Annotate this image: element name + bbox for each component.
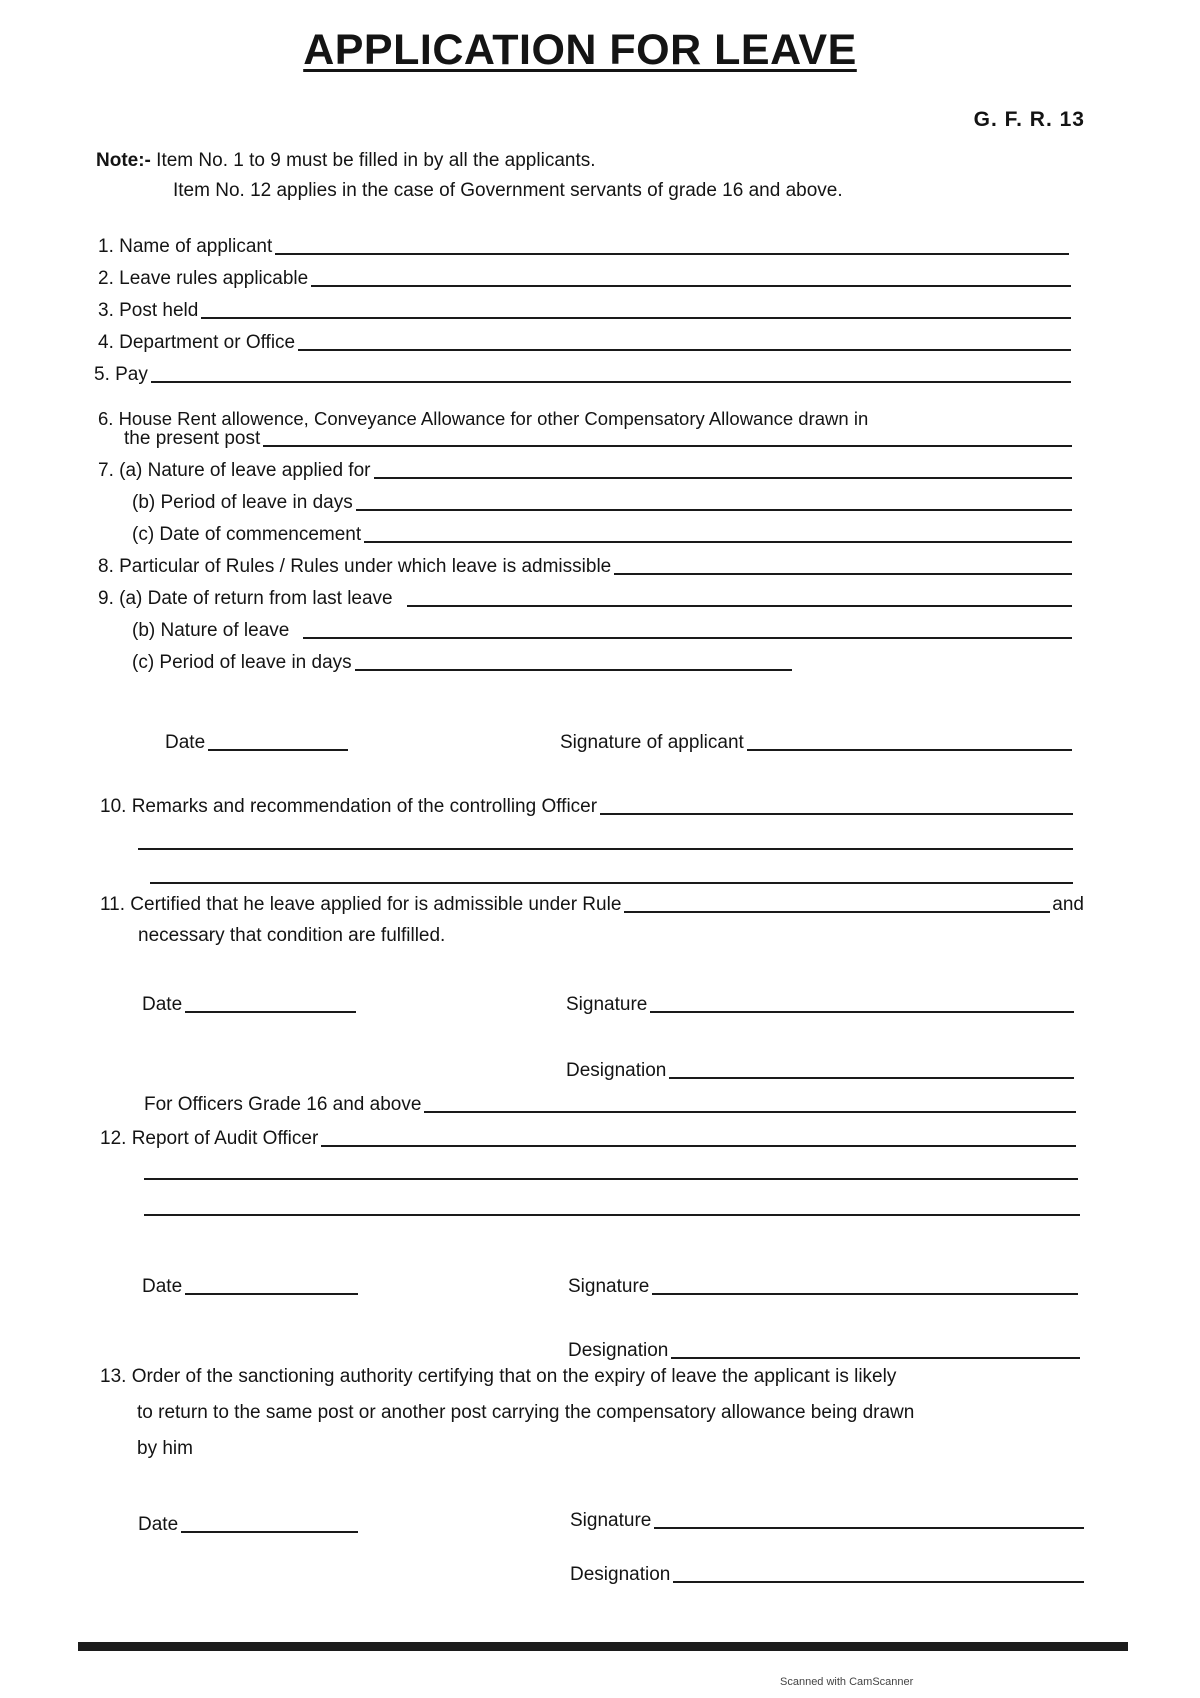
fill-line[interactable] (600, 813, 1073, 815)
field-label: 12. Report of Audit Officer (100, 1128, 319, 1149)
field-label: (c) Date of commencement (132, 524, 362, 545)
form-title: APPLICATION FOR LEAVE (303, 26, 857, 74)
page-bottom-bar (78, 1642, 1128, 1651)
scanner-watermark: Scanned with CamScanner (780, 1676, 914, 1688)
fill-line[interactable] (673, 1581, 1084, 1583)
field-last-period-of-leave[interactable] (132, 648, 792, 674)
designation-label: Designation (570, 1564, 671, 1585)
fill-line[interactable] (614, 573, 1072, 575)
note-prefix: Note:- (96, 150, 151, 171)
item13-signature-field[interactable] (570, 1506, 1084, 1532)
date-label: Date (142, 994, 183, 1015)
item11-signature-field[interactable] (566, 990, 1074, 1016)
field-grade-16-officers[interactable] (144, 1090, 1076, 1116)
field-department[interactable] (98, 328, 1071, 354)
item11-designation-field[interactable] (566, 1056, 1074, 1082)
field-post-held[interactable] (98, 296, 1071, 322)
remarks-line-3[interactable] (150, 882, 1073, 884)
field-label: (b) Nature of leave (132, 620, 290, 641)
fill-line[interactable] (356, 509, 1072, 511)
note-line-2: Item No. 12 applies in the case of Government servants of grade 16 and above. (173, 180, 843, 201)
field-label: 10. Remarks and recommendation of the controlling Officer (100, 796, 598, 817)
fill-line[interactable] (303, 637, 1072, 639)
field-leave-rules[interactable] (98, 264, 1071, 290)
field-nature-of-leave[interactable] (98, 456, 1072, 482)
fill-line[interactable] (424, 1111, 1076, 1113)
item12-signature-field[interactable] (568, 1272, 1078, 1298)
field-certified-rule[interactable] (100, 890, 1084, 916)
field-label: 3. Post held (98, 300, 199, 321)
field-label: 2. Leave rules applicable (98, 268, 309, 289)
field-label: 11. Certified that he leave applied for is admissible under Rule (100, 894, 622, 915)
item13-date-field[interactable] (138, 1510, 358, 1536)
field-label: 8. Particular of Rules / Rules under which leave is admissible (98, 556, 612, 577)
field-period-of-leave[interactable] (132, 488, 1072, 514)
applicant-date-field[interactable] (165, 728, 348, 754)
audit-report-line-3[interactable] (144, 1214, 1080, 1216)
field-label: 5. Pay (94, 364, 148, 385)
field-date-of-commencement[interactable] (132, 520, 1072, 546)
date-label: Date (165, 732, 206, 753)
fill-line[interactable] (275, 253, 1069, 255)
fill-line[interactable] (185, 1293, 358, 1295)
field-last-nature-of-leave[interactable] (132, 616, 1072, 642)
field-rules-admissible[interactable] (98, 552, 1072, 578)
note-text-1: Item No. 1 to 9 must be filled in by all the applicants. (156, 150, 596, 171)
field-name-of-applicant[interactable] (98, 232, 1069, 258)
fill-line[interactable] (669, 1077, 1074, 1079)
item13-designation-field[interactable] (570, 1560, 1084, 1586)
fill-line[interactable] (650, 1011, 1074, 1013)
fill-line[interactable] (374, 477, 1073, 479)
order-text-line-3: by him (137, 1438, 193, 1459)
field-label: the present post (124, 428, 261, 449)
field-pay[interactable] (94, 360, 1071, 386)
fill-line[interactable] (652, 1293, 1078, 1295)
item11-date-field[interactable] (142, 990, 356, 1016)
field-controlling-officer-remarks[interactable] (100, 792, 1073, 818)
applicant-signature-field[interactable] (560, 728, 1072, 754)
date-label: Date (142, 1276, 183, 1297)
fill-line[interactable] (355, 669, 792, 671)
fill-line[interactable] (311, 285, 1071, 287)
fill-line[interactable] (181, 1531, 358, 1533)
fill-line[interactable] (407, 605, 1072, 607)
signature-label: Signature (570, 1510, 652, 1531)
remarks-line-2[interactable] (138, 848, 1073, 850)
field-trail-and: and (1052, 894, 1084, 915)
fill-line[interactable] (364, 541, 1072, 543)
signature-label: Signature (568, 1276, 650, 1297)
certified-conditions-text: necessary that condition are fulfilled. (138, 925, 446, 946)
note-line-1 (96, 150, 596, 172)
fill-line[interactable] (298, 349, 1071, 351)
fill-line[interactable] (263, 445, 1072, 447)
signature-label: Signature of applicant (560, 732, 744, 753)
field-label: 1. Name of applicant (98, 236, 273, 257)
fill-line[interactable] (151, 381, 1071, 383)
fill-line[interactable] (747, 749, 1072, 751)
field-label: (c) Period of leave in days (132, 652, 352, 673)
order-text-line-2: to return to the same post or another post carrying the compensatory allowance being drawn (137, 1402, 915, 1423)
field-label: 4. Department or Office (98, 332, 296, 353)
item12-date-field[interactable] (142, 1272, 358, 1298)
order-text-line-1: 13. Order of the sanctioning authority certifying that on the expiry of leave the applicant is likely (100, 1366, 897, 1387)
field-label: 9. (a) Date of return from last leave (98, 588, 393, 609)
field-label-allowances: 6. House Rent allowence, Conveyance Allowance for other Compensatory Allowance drawn in (98, 408, 869, 429)
field-label: (b) Period of leave in days (132, 492, 353, 513)
item12-designation-field[interactable] (568, 1336, 1080, 1362)
form-code: G. F. R. 13 (973, 108, 1085, 131)
fill-line[interactable] (321, 1145, 1076, 1147)
fill-line[interactable] (654, 1527, 1084, 1529)
signature-label: Signature (566, 994, 648, 1015)
field-date-of-return[interactable] (98, 584, 1072, 610)
fill-line[interactable] (208, 749, 348, 751)
fill-line[interactable] (624, 911, 1050, 913)
audit-report-line-2[interactable] (144, 1178, 1078, 1180)
field-present-post-allowance[interactable] (124, 424, 1072, 450)
fill-line[interactable] (201, 317, 1071, 319)
fill-line[interactable] (671, 1357, 1080, 1359)
fill-line[interactable] (185, 1011, 356, 1013)
field-label: For Officers Grade 16 and above (144, 1094, 422, 1115)
date-label: Date (138, 1514, 179, 1535)
designation-label: Designation (568, 1340, 669, 1361)
field-audit-officer-report[interactable] (100, 1124, 1076, 1150)
field-label: 7. (a) Nature of leave applied for (98, 460, 371, 481)
designation-label: Designation (566, 1060, 667, 1081)
